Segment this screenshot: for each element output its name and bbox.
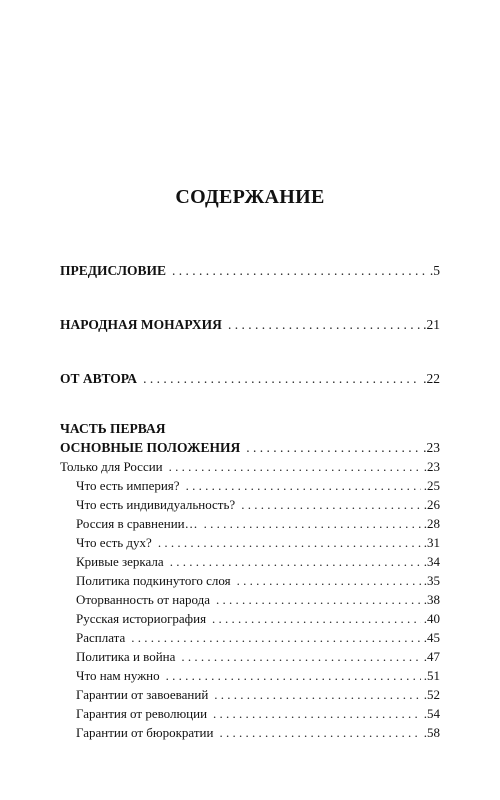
toc-entry-label: Что есть дух?: [76, 535, 152, 550]
toc-entry-label: ОСНОВНЫЕ ПОЛОЖЕНИЯ: [60, 440, 241, 455]
toc-entry-page: .34: [423, 554, 440, 569]
toc-entry-label: Политика и война: [76, 649, 176, 664]
toc-entry-label: Что есть империя?: [76, 478, 180, 493]
toc-entry-page: .54: [423, 706, 440, 721]
toc-entry-label: Оторванность от народа: [76, 592, 210, 607]
toc-entry-page: .58: [423, 725, 440, 740]
toc-entry-label: Гарантии от бюрократии: [76, 725, 214, 740]
toc-entry-page: .23: [423, 440, 440, 455]
toc-entry-page: .26: [423, 497, 440, 512]
dot-leader: [216, 592, 421, 608]
toc-entry-page: .51: [423, 668, 440, 683]
toc-entry-people-monarchy[interactable]: [60, 317, 440, 333]
toc-entry-page: .25: [423, 478, 440, 493]
toc-entry-section[interactable]: [76, 516, 440, 532]
toc-entry-section[interactable]: [76, 592, 440, 608]
toc-entry-label: ОТ АВТОРА: [60, 371, 138, 386]
toc-entry-label: Расплата: [76, 630, 126, 645]
toc-entry-label: Россия в сравнении…: [76, 516, 198, 531]
toc-entry-section[interactable]: [76, 497, 440, 513]
dot-leader: [241, 497, 421, 513]
dot-leader: [237, 573, 421, 589]
toc-entry-label: Гарантии от завоеваний: [76, 687, 209, 702]
dot-leader: [212, 611, 421, 627]
dot-leader: [166, 668, 421, 684]
toc-entry-label: ПРЕДИСЛОВИЕ: [60, 263, 167, 278]
dot-leader: [246, 440, 420, 456]
toc-entry-section[interactable]: [76, 687, 440, 703]
toc-entry-page: .52: [423, 687, 440, 702]
toc-entry-page: .35: [423, 573, 440, 588]
dot-leader: [172, 263, 427, 279]
toc-entry-label: Русская историография: [76, 611, 207, 626]
dot-leader: [169, 459, 421, 475]
dot-leader: [170, 554, 421, 570]
toc-entry-page: .45: [423, 630, 440, 645]
toc-entry-section[interactable]: [76, 649, 440, 665]
dot-leader: [204, 516, 421, 532]
toc-entry-label: Что есть индивидуальность?: [76, 497, 236, 512]
toc-entry-page: .47: [423, 649, 440, 664]
toc-entry-section[interactable]: [76, 478, 440, 494]
page-title: СОДЕРЖАНИЕ: [175, 186, 325, 208]
toc-entry-section[interactable]: [76, 706, 440, 722]
toc-entry-from-author[interactable]: [60, 371, 440, 387]
toc-entry-page: .28: [423, 516, 440, 531]
toc-entry-part-title[interactable]: [60, 440, 440, 456]
toc-entry-label: НАРОДНАЯ МОНАРХИЯ: [60, 317, 222, 332]
toc-entry-label: Политика подкинутого слоя: [76, 573, 231, 588]
toc-entry-preface[interactable]: [60, 263, 440, 279]
toc-entry-chapter[interactable]: [60, 459, 440, 475]
toc-entry-section[interactable]: [76, 611, 440, 627]
toc-entry-section[interactable]: [76, 554, 440, 570]
toc-entry-section[interactable]: [76, 573, 440, 589]
dot-leader: [181, 649, 420, 665]
toc-entry-page: .23: [423, 459, 440, 474]
dot-leader: [186, 478, 421, 494]
dot-leader: [131, 630, 420, 646]
toc-entry-page: .38: [423, 592, 440, 607]
toc-entry-section[interactable]: [76, 535, 440, 551]
toc-entry-section[interactable]: [76, 725, 440, 741]
dot-leader: [158, 535, 421, 551]
dot-leader: [143, 371, 420, 387]
toc-entry-page: .22: [423, 371, 440, 386]
toc-entry-label: Что нам нужно: [76, 668, 160, 683]
toc-entry-label: Кривые зеркала: [76, 554, 164, 569]
toc-entry-page: .31: [423, 535, 440, 550]
toc-entry-label: Только для России: [60, 459, 163, 474]
dot-leader: [219, 725, 420, 741]
toc-entry-page: .5: [429, 263, 440, 278]
toc-entry-section[interactable]: [76, 630, 440, 646]
dot-leader: [214, 687, 420, 703]
dot-leader: [213, 706, 421, 722]
dot-leader: [228, 317, 420, 333]
toc-entry-page: .40: [423, 611, 440, 626]
toc-entry-page: .21: [423, 317, 440, 332]
toc-entry-section[interactable]: [76, 668, 440, 684]
part-heading: ЧАСТЬ ПЕРВАЯ: [60, 421, 166, 436]
toc-entry-label: Гарантия от революции: [76, 706, 208, 721]
